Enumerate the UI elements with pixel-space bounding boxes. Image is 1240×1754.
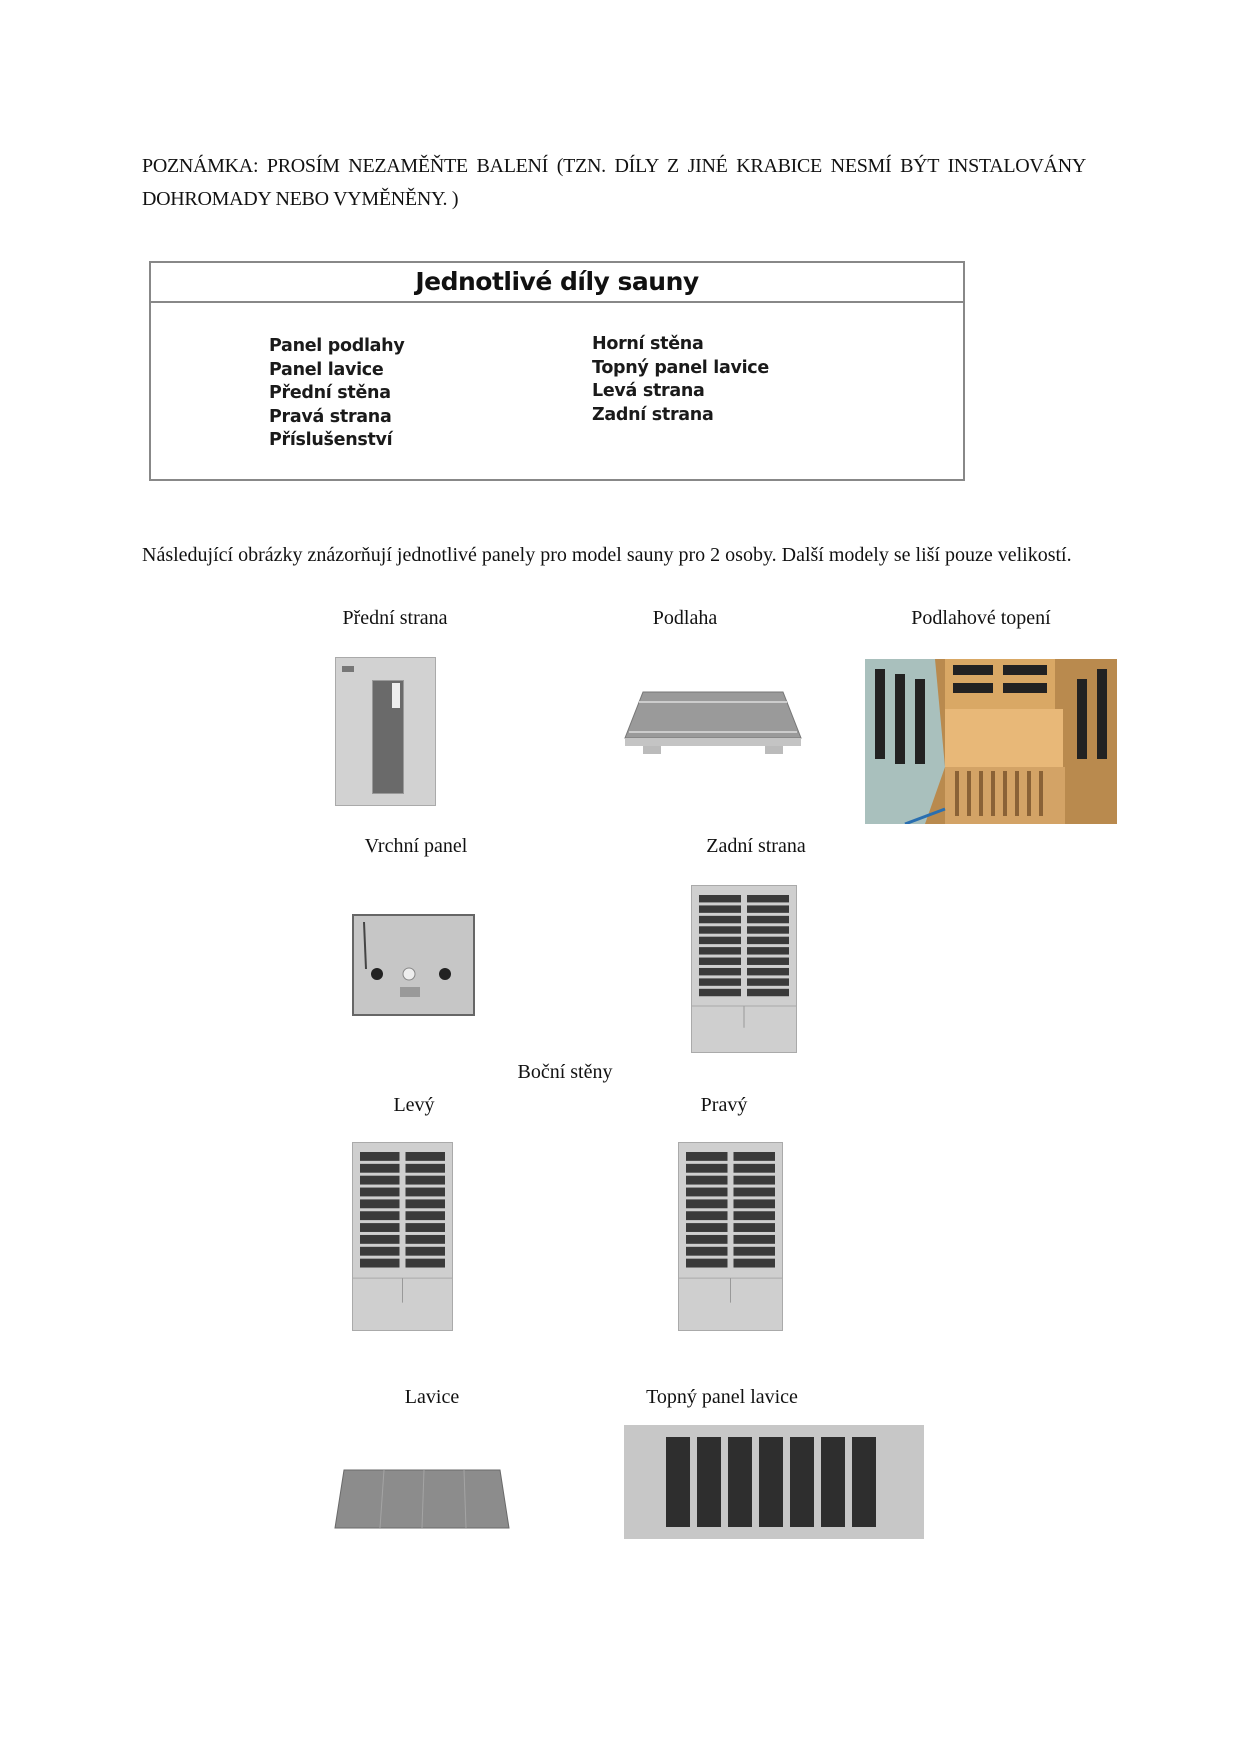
part-item: Panel podlahy	[269, 336, 405, 356]
label-right: Pravý	[700, 1094, 748, 1116]
front-panel-image	[335, 657, 436, 806]
part-item: Topný panel lavice	[592, 357, 769, 378]
top-panel-image	[352, 914, 475, 1016]
label-bench-heater: Topný panel lavice	[646, 1386, 798, 1408]
label-front: Přední strana	[342, 607, 448, 629]
floor-image	[623, 688, 803, 758]
label-top-panel: Vrchní panel	[364, 835, 468, 857]
part-item: Panel lavice	[269, 359, 384, 380]
parts-left-column	[269, 335, 404, 453]
left-panel-image	[352, 1142, 453, 1331]
part-item: Levá strana	[592, 381, 705, 401]
bench-heater-image	[624, 1425, 924, 1539]
part-item: Zadní strana	[592, 404, 714, 425]
label-left: Levý	[393, 1094, 435, 1116]
parts-list-title: Jednotlivé díly sauny	[151, 263, 963, 303]
back-panel-image	[691, 885, 797, 1053]
right-panel-image	[678, 1142, 783, 1331]
packaging-note: POZNÁMKA: PROSÍM NEZAMĚŇTE BALENÍ (TZN. DÍLY Z JINÉ KRABICE NESMÍ BÝT INSTALOVÁNY DOHROMADY NEBO VYMĚNĚNY. )	[142, 155, 1086, 210]
label-back: Zadní strana	[706, 835, 806, 857]
floor-heating-photo	[865, 659, 1117, 824]
part-item: Příslušenství	[269, 430, 393, 450]
intro-paragraph: Následující obrázky znázorňují jednotlivé panely pro model sauny pro 2 osoby. Další modely se liší pouze velikostí.	[142, 544, 1072, 566]
label-side-walls: Boční stěny	[517, 1061, 613, 1083]
parts-list-box	[149, 261, 965, 481]
label-floor-heating: Podlahové topení	[911, 607, 1051, 629]
label-floor: Podlaha	[652, 607, 718, 629]
parts-right-column	[592, 333, 769, 427]
part-item: Přední stěna	[269, 383, 391, 403]
label-bench: Lavice	[404, 1386, 460, 1408]
part-item: Horní stěna	[592, 334, 704, 354]
bench-image	[334, 1468, 510, 1532]
part-item: Pravá strana	[269, 406, 392, 427]
